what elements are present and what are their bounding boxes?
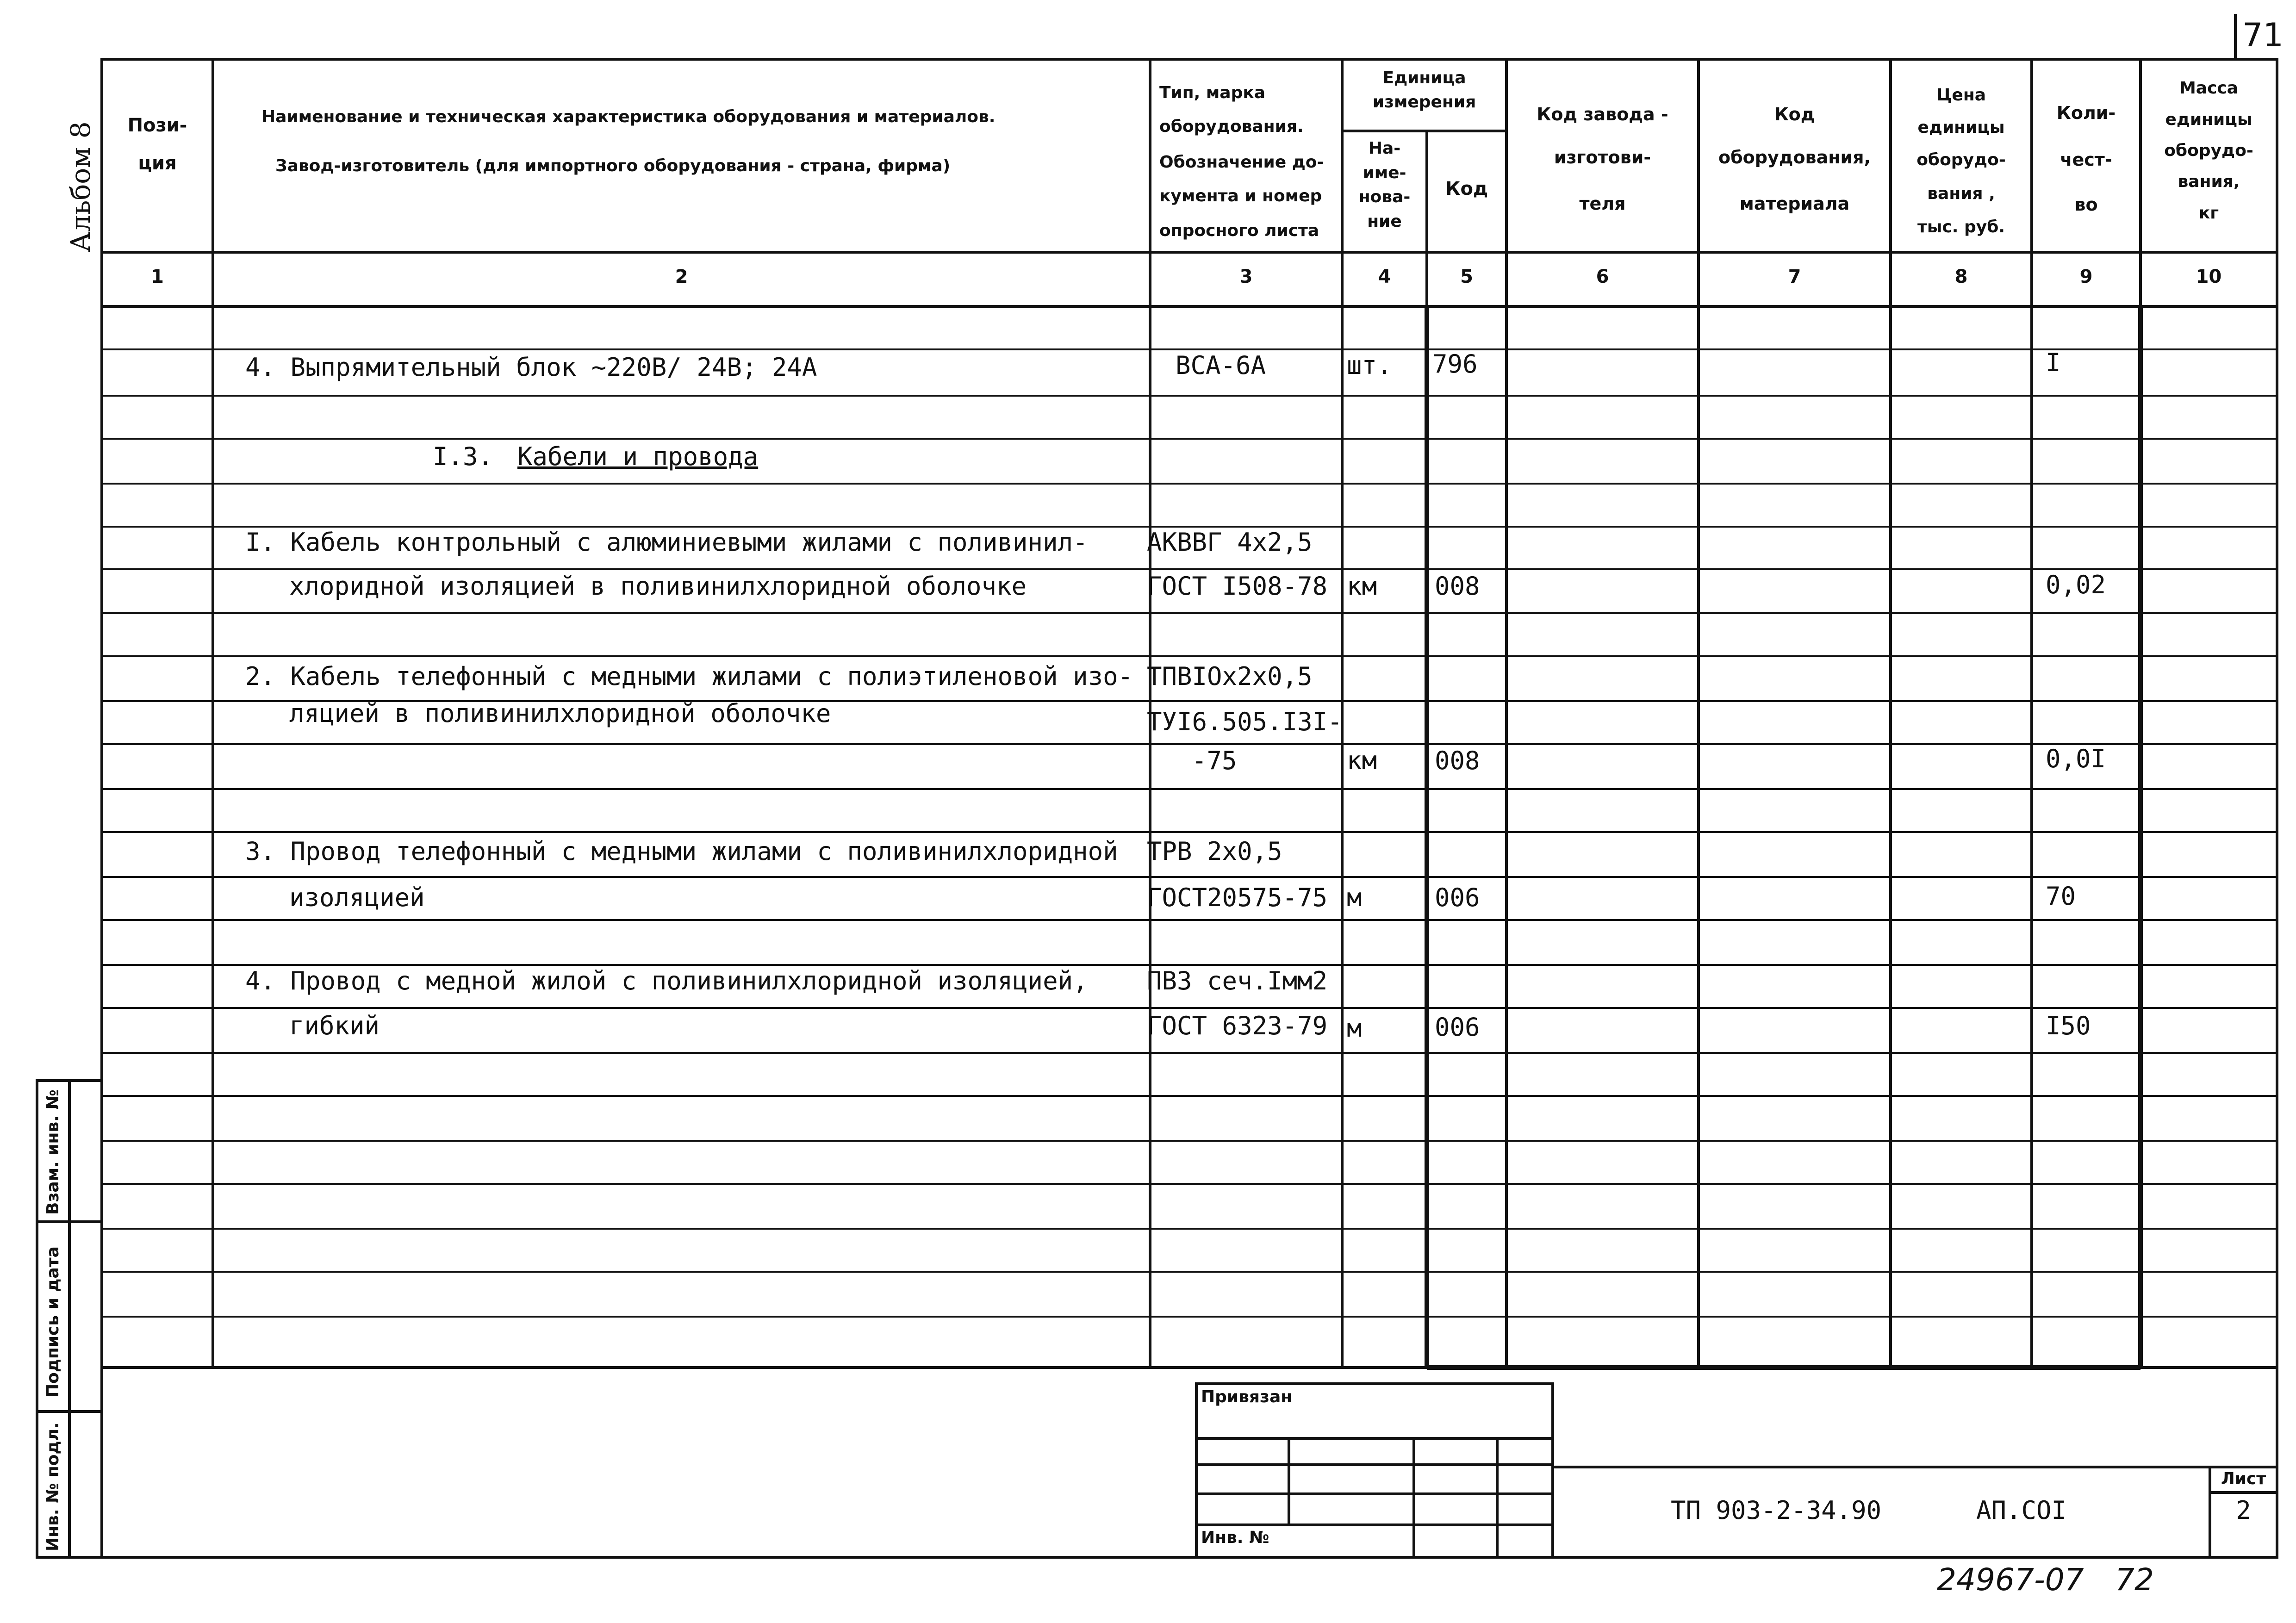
header-col2-line1: Наименование и техническая характеристика оборудования и материалов. xyxy=(261,107,996,126)
header-unit-line1: Единица xyxy=(1382,68,1466,87)
header-col7-line1: Код xyxy=(1774,104,1815,124)
header-col1-line1: Пози- xyxy=(127,115,187,136)
stamp-list-label: Лист xyxy=(2221,1469,2266,1488)
row5-unit: м xyxy=(1347,1014,1362,1043)
header-col3-line1: Тип, марка xyxy=(1159,83,1266,102)
row5-type-line2: ГОСТ 6323-79 xyxy=(1147,1011,1328,1040)
header-col3-line4: кумента и номер xyxy=(1159,187,1322,205)
row3-qty: 0,0I xyxy=(2046,744,2106,773)
header-col8-line3: оборудо- xyxy=(1916,150,2006,169)
row4-qty: 70 xyxy=(2046,882,2076,911)
header-col10-line5: кг xyxy=(2198,204,2219,223)
col-number-5: 5 xyxy=(1460,266,1473,287)
header-col3-line5: опросного листа xyxy=(1159,221,1319,240)
header-col9-line1: Коли- xyxy=(2056,103,2116,123)
header-col7-line3: материала xyxy=(1739,193,1850,214)
row5-type-line1: ПВЗ сеч.Iмм2 xyxy=(1147,966,1328,995)
album-label: Альбом 8 xyxy=(65,121,96,252)
col-number-10: 10 xyxy=(2196,266,2222,287)
header-col3-line2: оборудования. xyxy=(1159,117,1304,136)
row2-qty: 0,02 xyxy=(2046,570,2106,599)
row2-name-line2: хлоридной изоляцией в поливинилхлоридной оболочке xyxy=(289,572,1027,601)
row4-code: 006 xyxy=(1435,883,1480,912)
stamp-inv-no: Инв. № xyxy=(1201,1528,1269,1547)
header-col8-line2: единицы xyxy=(1917,118,2005,137)
header-col8-line1: Цена xyxy=(1936,86,1986,105)
row2-type-line1: АКВВГ 4х2,5 xyxy=(1147,528,1313,557)
stamp-privyazan: Привязан xyxy=(1201,1387,1293,1406)
header-col10-line2: единицы xyxy=(2165,110,2252,129)
row5-name-line2: гибкий xyxy=(289,1011,380,1040)
header-col7-line2: оборудования, xyxy=(1718,147,1871,168)
header-col1-line2: ция xyxy=(138,153,177,174)
footer-handwritten-number: 24967-07 xyxy=(1937,1562,2084,1598)
header-col6-line1: Код завода - xyxy=(1537,104,1668,124)
row2-unit: км xyxy=(1347,572,1377,601)
row1-qty: I xyxy=(2046,348,2061,377)
row3-type-line3: -75 xyxy=(1192,746,1237,775)
row3-code: 008 xyxy=(1435,746,1480,775)
header-col9-line2: чест- xyxy=(2060,149,2112,170)
stamp-doc-suffix: АП.СОI xyxy=(1976,1496,2067,1525)
header-col6-line3: теля xyxy=(1579,193,1626,214)
col-number-4: 4 xyxy=(1378,266,1391,287)
row5-name-line1: 4. Провод с медной жилой с поливинилхлоридной изоляцией, xyxy=(245,966,1088,995)
header-col10-line4: вания, xyxy=(2178,172,2240,191)
header-col4-line4: ние xyxy=(1367,212,1402,231)
row3-name-line2: ляцией в поливинилхлоридной оболочке xyxy=(289,699,831,728)
row4-type-line2: ГОСТ20575-75 xyxy=(1147,883,1328,912)
row2-type-line2: ГОСТ I508-78 xyxy=(1147,572,1328,601)
side-label-inv: Инв. № подл. xyxy=(44,1422,62,1551)
section-number: I.3. xyxy=(433,442,493,471)
header-col4-line1: На- xyxy=(1368,139,1401,158)
footer-number: 72 xyxy=(2115,1562,2154,1598)
row4-unit: м xyxy=(1347,883,1362,912)
row4-name-line1: 3. Провод телефонный с медными жилами с поливинилхлоридной xyxy=(245,837,1118,866)
row3-name-line1: 2. Кабель телефонный с медными жилами с полиэтиленовой изо- xyxy=(245,662,1133,691)
stamp-doc-code: ТП 903-2-34.90 xyxy=(1671,1496,1882,1525)
col-number-7: 7 xyxy=(1788,266,1801,287)
header-col8-line4: вания , xyxy=(1927,184,1995,203)
col-number-8: 8 xyxy=(1954,266,1968,287)
col-number-2: 2 xyxy=(675,266,688,287)
row4-name-line2: изоляцией xyxy=(289,883,425,912)
row5-qty: I50 xyxy=(2046,1011,2091,1040)
row2-name-line1: I. Кабель контрольный с алюминиевыми жилами с поливинил- xyxy=(245,528,1088,557)
row3-type-line1: ТПВIОх2х0,5 xyxy=(1147,662,1313,691)
header-col4-line2: име- xyxy=(1363,163,1406,182)
col-number-3: 3 xyxy=(1239,266,1253,287)
header-col9-line3: во xyxy=(2074,194,2098,215)
header-col3-line3: Обозначение до- xyxy=(1159,153,1324,172)
row1-unit: шт. xyxy=(1347,351,1392,380)
col-number-9: 9 xyxy=(2079,266,2093,287)
header-col5: Код xyxy=(1445,178,1488,199)
row1-type: ВСА-6А xyxy=(1176,351,1266,380)
side-label-podpis: Подпись и дата xyxy=(44,1246,62,1398)
row3-unit: км xyxy=(1347,746,1377,775)
section-title: Кабели и провода xyxy=(517,442,759,471)
header-col10-line1: Масса xyxy=(2179,79,2239,98)
header-col2-line2: Завод-изготовитель (для импортного оборудования - страна, фирма) xyxy=(275,156,951,175)
row5-code: 006 xyxy=(1435,1013,1480,1042)
header-col6-line2: изготови- xyxy=(1554,147,1651,168)
row2-code: 008 xyxy=(1435,572,1480,601)
header-unit-line2: измерения xyxy=(1372,93,1476,112)
stamp-list-number: 2 xyxy=(2236,1496,2251,1525)
row1-name: 4. Выпрямительный блок ~220В/ 24В; 24А xyxy=(245,353,817,382)
header-col8-line5: тыс. руб. xyxy=(1917,218,2005,236)
col-number-6: 6 xyxy=(1596,266,1609,287)
row1-code: 796 xyxy=(1432,349,1478,379)
row4-type-line1: ТРВ 2х0,5 xyxy=(1147,837,1282,866)
row3-type-line2: ТУI6.505.I3I- xyxy=(1147,707,1343,736)
top-page-number: 71 xyxy=(2242,16,2284,54)
side-label-vzam: Взам. инв. № xyxy=(44,1089,62,1215)
col-number-1: 1 xyxy=(151,266,164,287)
header-col10-line3: оборудо- xyxy=(2164,141,2253,160)
header-col4-line3: нова- xyxy=(1358,187,1411,206)
